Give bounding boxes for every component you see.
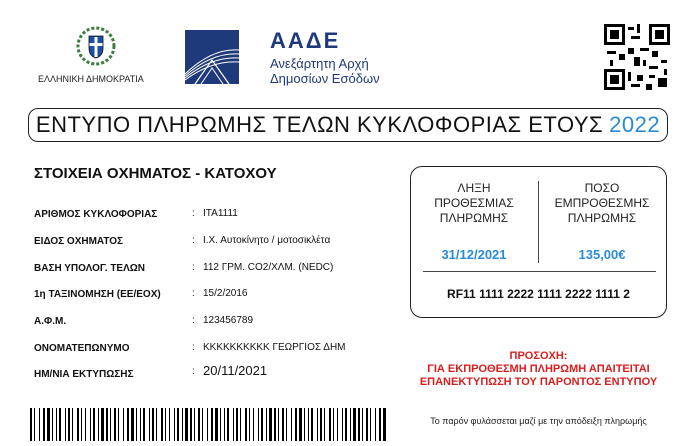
- row-label-vehicle-type: ΕΙΔΟΣ ΟΧΗΜΑΤΟΣ: [34, 236, 124, 247]
- rf-payment-code: RF11 1111 2222 1111 2222 1111 2: [447, 287, 630, 301]
- row-label-print-date: ΗΜ/ΝΙΑ ΕΚΤΥΠΩΣΗΣ: [34, 369, 134, 380]
- aade-subtitle-line2: Δημοσίων Εσόδων: [270, 71, 380, 86]
- amount-label-line3: ΠΛΗΡΩΜΗΣ: [567, 211, 637, 225]
- aade-subtitle-line1: Ανεξάρτητη Αρχή: [270, 56, 369, 71]
- aade-logo-icon: [185, 30, 239, 84]
- late-payment-warning: [410, 350, 667, 389]
- barcode-icon: [28, 408, 388, 441]
- row-value-fee-basis: 112 ΓΡΜ. CO2/ΧΛΜ. (NEDC): [203, 262, 334, 273]
- greek-emblem-logo: [76, 26, 116, 66]
- deadline-label-line1: ΛΗΞΗ: [457, 181, 491, 195]
- row-label-name: ΟΝΟΜΑΤΕΠΩΝΥΜΟ: [34, 343, 130, 354]
- row-value-vehicle-type: Ι.Χ. Αυτοκίνητο / μοτοσικλέτα: [203, 235, 331, 246]
- payment-box-horizontal-divider: [423, 271, 656, 272]
- row-value-afm: 123456789: [203, 315, 254, 326]
- deadline-label-line2: ΠΡΟΘΕΣΜΙΑΣ: [434, 196, 514, 210]
- warning-line2: ΓΙΑ ΕΚΠΡΟΘΕΣΜΗ ΠΛΗΡΩΜΗ ΑΠΑΙΤΕΙΤΑΙ: [427, 363, 650, 375]
- payment-info-box: [410, 166, 667, 318]
- row-colon: :: [192, 262, 195, 273]
- row-colon: :: [192, 315, 195, 326]
- row-label-afm: Α.Φ.Μ.: [34, 316, 67, 327]
- amount-value: 135,00€: [578, 247, 626, 262]
- form-title-year: 2022: [609, 112, 661, 137]
- row-colon: :: [192, 288, 195, 299]
- form-title-text: ΕΝΤΥΠΟ ΠΛΗΡΩΜΗΣ ΤΕΛΩΝ ΚΥΚΛΟΦΟΡΙΑΣ ΕΤΟΥΣ: [35, 112, 604, 137]
- row-label-registration: 1η ΤΑΞΙΝΟΜΗΣΗ (ΕΕ/ΕΟΧ): [34, 289, 161, 300]
- deadline-label: [411, 181, 537, 226]
- form-title-box: [28, 108, 668, 142]
- row-label-plate: ΑΡΙΘΜΟΣ ΚΥΚΛΟΦΟΡΙΑΣ: [34, 209, 158, 220]
- warning-line3: ΕΠΑΝΕΚΤΥΠΩΣΗ ΤΟΥ ΠΑΡΟΝΤΟΣ ΕΝΤΥΠΟΥ: [419, 376, 658, 388]
- republic-label: ΕΛΛΗΝΙΚΗ ΔΗΜΟΚΡΑΤΙΑ: [38, 74, 144, 84]
- footer-note: Το παρόν φυλάσσεται μαζί με την απόδειξη πληρωμής: [430, 416, 647, 426]
- qr-code-icon: [604, 24, 670, 90]
- row-value-plate: ΙΤΑ1111: [203, 208, 238, 219]
- amount-label-line1: ΠΟΣΟ: [584, 181, 620, 195]
- row-colon: :: [192, 235, 195, 246]
- row-colon: :: [192, 342, 195, 353]
- row-value-name: ΚΚΚΚΚΚΚΚΚΚ ΓΕΩΡΓΙΟΣ ΔΗΜ: [203, 342, 346, 353]
- warning-line1: ΠΡΟΣΟΧΗ:: [509, 350, 568, 362]
- vehicle-section-title: ΣΤΟΙΧΕΙΑ ΟΧΗΜΑΤΟΣ - ΚΑΤΟΧΟΥ: [34, 165, 277, 182]
- amount-label: [539, 181, 665, 226]
- aade-title: ΑΑΔΕ: [270, 28, 341, 53]
- row-colon: :: [192, 366, 195, 377]
- deadline-label-line3: ΠΛΗΡΩΜΗΣ: [439, 211, 509, 225]
- row-label-fee-basis: ΒΑΣΗ ΥΠΟΛΟΓ. ΤΕΛΩΝ: [34, 263, 146, 274]
- row-value-registration: 15/2/2016: [203, 288, 248, 299]
- row-colon: :: [192, 208, 195, 219]
- amount-label-line2: ΕΜΠΡΟΘΕΣΜΗΣ: [554, 196, 650, 210]
- row-value-print-date: 20/11/2021: [203, 363, 268, 378]
- deadline-value: 31/12/2021: [441, 247, 507, 262]
